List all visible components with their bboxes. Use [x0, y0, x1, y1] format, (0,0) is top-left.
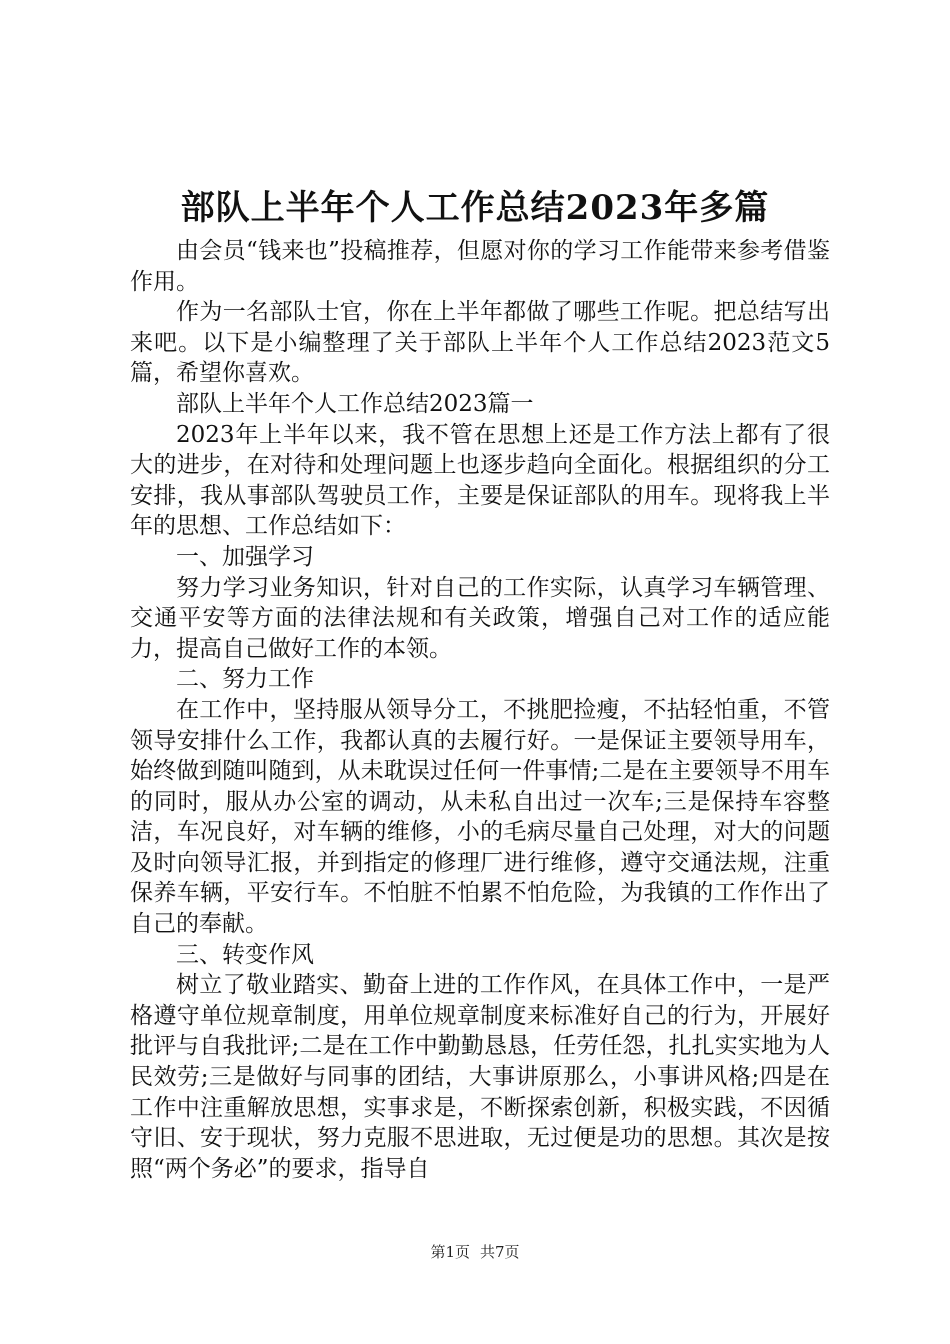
paragraph-style: 树立了敬业踏实、勤奋上进的工作作风，在具体工作中，一是严格遵守单位规章制度，用单位规章制度来标准好自己的行为，开展好批评与自我批评;二是在工作中勤勤恳恳，任劳任怨，扎扎实实地为人民效劳;三是做好与同事的团结，大事讲原那么，小事讲风格;四是在工作中注重解放思想，实事求是，不断探索创新，积极实践，不因循守旧、安于现状，努力克服不思进取，无过便是功的思想。其次是按照“两个务必”的要求，指导自 [130, 972, 830, 1182]
document-body [130, 236, 830, 1184]
page-footer [0, 1242, 950, 1262]
section-heading-study: 一、加强学习 [176, 543, 314, 570]
section-heading-style: 三、转变作风 [176, 941, 314, 968]
section-heading-part-one: 部队上半年个人工作总结2023篇一 [176, 390, 534, 417]
page-number: 第1页 [430, 1243, 470, 1261]
document-title: 部队上半年个人工作总结2023年多篇 [180, 188, 770, 228]
paragraph-overview: 2023年上半年以来，我不管在思想上还是工作方法上都有了很大的进步，在对待和处理问题上也逐步趋向全面化。根据组织的分工安排，我从事部队驾驶员工作，主要是保证部队的用车。现将我上半年的思想、工作总结如下： [130, 421, 830, 540]
section-heading-work: 二、努力工作 [176, 666, 314, 693]
paragraph-study: 努力学习业务知识，针对自己的工作实际，认真学习车辆管理、交通平安等方面的法律法规和有关政策，增强自己对工作的适应能力，提高自己做好工作的本领。 [130, 574, 830, 662]
paragraph-preface: 作为一名部队士官，你在上半年都做了哪些工作呢。把总结写出来吧。以下是小编整理了关于部队上半年个人工作总结2023范文5篇，希望你喜欢。 [130, 299, 830, 387]
paragraph-work: 在工作中，坚持服从领导分工，不挑肥捡瘦，不拈轻怕重，不管领导安排什么工作，我都认真的去履行好。一是保证主要领导用车，始终做到随叫随到，从未耽误过任何一件事情;二是在主要领导不用车的同时，服从办公室的调动，从未私自出过一次车;三是保持车容整洁，车况良好，对车辆的维修，小的毛病尽量自己处理，对大的问题及时向领导汇报，并到指定的修理厂进行维修，遵守交通法规，注重保养车辆，平安行车。不怕脏不怕累不怕危险，为我镇的工作作出了自己的奉献。 [130, 696, 830, 938]
page-total: 共7页 [480, 1243, 520, 1261]
paragraph-intro: 由会员“钱来也”投稿推荐，但愿对你的学习工作能带来参考借鉴作用。 [130, 238, 830, 295]
